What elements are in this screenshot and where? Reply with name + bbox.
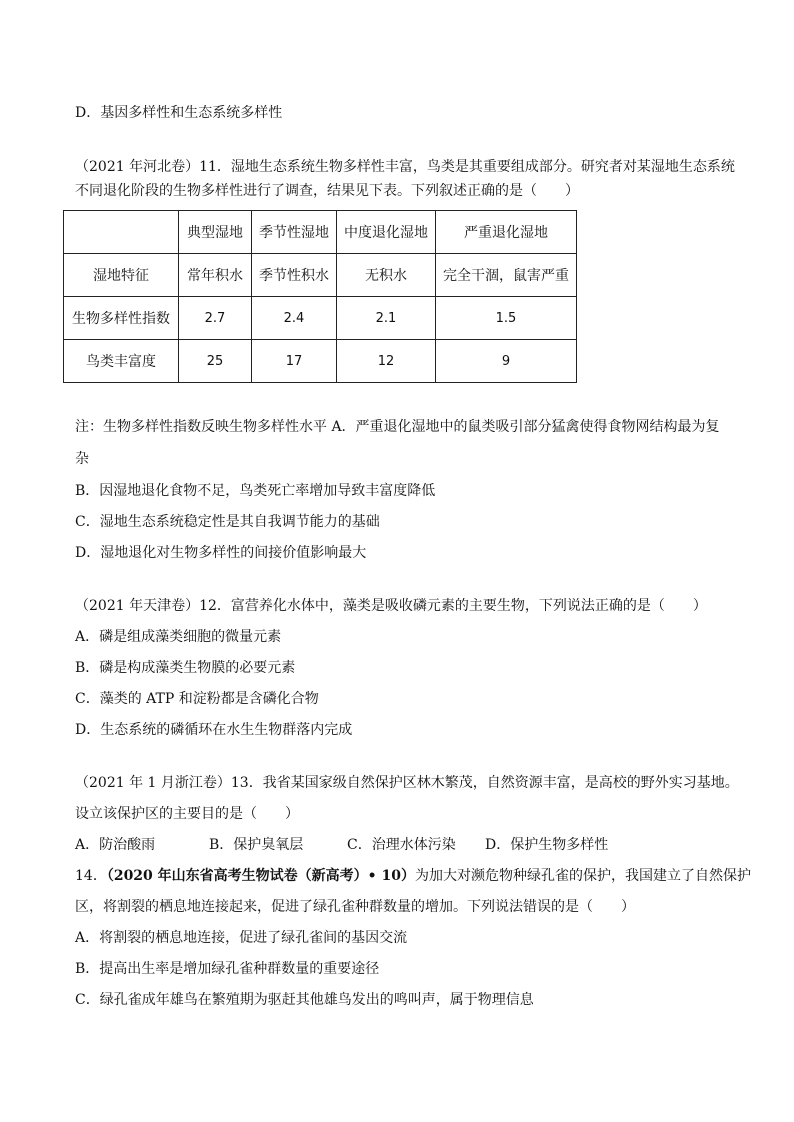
q12-option-d: D．生态系统的磷循环在水生生物群落内完成 — [75, 722, 353, 738]
table-row — [64, 297, 577, 340]
q14-option-b: B．提高出生率是增加绿孔雀种群数量的重要途径 — [75, 961, 380, 977]
q14-number: 14． — [75, 868, 107, 884]
q12-stem: （2021 年天津卷）12．富营养化水体中，藻类是吸收磷元素的主要生物，下列说法正确的是（ ） — [75, 598, 707, 614]
q10-option-d: D．基因多样性和生态系统多样性 — [75, 105, 283, 121]
q12-option-c: C．藻类的 ATP 和淀粉都是含磷化合物 — [75, 691, 319, 707]
table-row — [64, 340, 577, 383]
q11-option-d: D．湿地退化对生物多样性的间接价值影响最大 — [75, 545, 367, 561]
table-row — [64, 254, 577, 297]
q11-stem-line2: 不同退化阶段的生物多样性进行了调查，结果见下表。下列叙述正确的是（ ） — [75, 183, 579, 199]
q13-option-b: B．保护臭氧层 — [209, 837, 304, 853]
table-header-cell: 季节性湿地 — [252, 211, 337, 254]
table-header-row — [64, 211, 577, 254]
q11-stem-line1: （2021 年河北卷）11．湿地生态系统生物多样性丰富，鸟类是其重要组成部分。研究者对某湿地生态系统 — [75, 159, 735, 175]
table-header-cell: 严重退化湿地 — [436, 211, 577, 254]
q14-source: （2020 年山东省高考生物试卷（新高考）• 10） — [106, 868, 415, 884]
q12-option-b: B．磷是构成藻类生物膜的必要元素 — [75, 660, 296, 676]
q13-option-d: D．保护生物多样性 — [485, 837, 609, 853]
q11-data-table — [63, 210, 577, 383]
q13-option-c: C．治理水体污染 — [347, 837, 456, 853]
table-row-label: 生物多样性指数 — [64, 297, 179, 340]
table-row-label: 湿地特征 — [64, 254, 179, 297]
q14-stem-text: 为加大对濒危物种绿孔雀的保护，我国建立了自然保护 — [414, 868, 751, 884]
q14-stem-line2: 区，将割裂的栖息地连接起来，促进了绿孔雀种群数量的增加。下列说法错误的是（ ） — [75, 899, 635, 915]
q13-options — [75, 835, 608, 855]
q11-option-b: B．因湿地退化食物不足，鸟类死亡率增加导致丰富度降低 — [75, 483, 436, 499]
table-cell: 12 — [337, 340, 436, 383]
q11-note-line2: 杂 — [75, 451, 89, 467]
table-cell: 完全干涸，鼠害严重 — [436, 254, 577, 297]
table-cell: 2.7 — [179, 297, 252, 340]
table-header-cell: 典型湿地 — [179, 211, 252, 254]
table-cell: 2.4 — [252, 297, 337, 340]
q14-option-a: A．将割裂的栖息地连接，促进了绿孔雀间的基因交流 — [75, 930, 408, 946]
table-cell: 1.5 — [436, 297, 577, 340]
table-cell: 无积水 — [337, 254, 436, 297]
q13-option-a: A．防治酸雨 — [75, 837, 156, 853]
table-header-cell: 中度退化湿地 — [337, 211, 436, 254]
table-header-cell — [64, 211, 179, 254]
q12-option-a: A．磷是组成藻类细胞的微量元素 — [75, 629, 282, 645]
table-cell: 季节性积水 — [252, 254, 337, 297]
q11-note-line1: 注：生物多样性指数反映生物多样性水平 A．严重退化湿地中的鼠类吸引部分猛禽使得食物网结构最为复 — [75, 419, 720, 435]
q11-option-c: C．湿地生态系统稳定性是其自我调节能力的基础 — [75, 514, 380, 530]
q14-option-c: C．绿孔雀成年雄鸟在繁殖期为驱赶其他雄鸟发出的鸣叫声，属于物理信息 — [75, 992, 534, 1008]
table-cell: 9 — [436, 340, 577, 383]
table-cell: 25 — [179, 340, 252, 383]
table-cell: 17 — [252, 340, 337, 383]
table-cell: 2.1 — [337, 297, 436, 340]
q13-stem-line2: 设立该保护区的主要目的是（ ） — [75, 806, 299, 822]
table-row-label: 鸟类丰富度 — [64, 340, 179, 383]
q14-stem-line1 — [75, 866, 751, 886]
q13-stem-line1: （2021 年 1 月浙江卷）13．我省某国家级自然保护区林木繁茂，自然资源丰富，是高校的野外实习基地。 — [75, 775, 739, 791]
table-cell: 常年积水 — [179, 254, 252, 297]
